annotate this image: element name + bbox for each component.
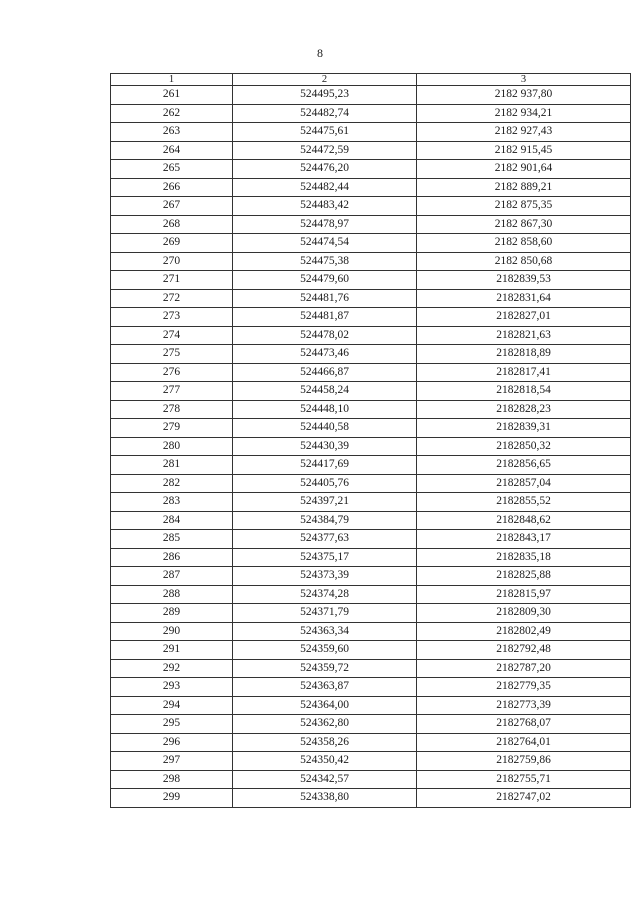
coordinate-x-cell: 524338,80 <box>233 789 417 808</box>
table-row <box>111 141 631 160</box>
coordinate-x-cell: 524430,39 <box>233 437 417 456</box>
coordinate-x-cell: 524359,60 <box>233 641 417 660</box>
coordinate-x-cell: 524375,17 <box>233 548 417 567</box>
header-row <box>111 74 631 86</box>
coordinate-y-cell: 2182764,01 <box>417 733 631 752</box>
point-number-cell: 296 <box>111 733 233 752</box>
point-number-cell: 285 <box>111 530 233 549</box>
point-number-cell: 268 <box>111 215 233 234</box>
coordinate-x-cell: 524479,60 <box>233 271 417 290</box>
table-row <box>111 493 631 512</box>
table-row <box>111 419 631 438</box>
coordinate-x-cell: 524350,42 <box>233 752 417 771</box>
coordinate-y-cell: 2182773,39 <box>417 696 631 715</box>
table-row <box>111 104 631 123</box>
coordinate-x-cell: 524371,79 <box>233 604 417 623</box>
table-row <box>111 733 631 752</box>
coordinate-y-cell: 2182 901,64 <box>417 160 631 179</box>
point-number-cell: 269 <box>111 234 233 253</box>
point-number-cell: 292 <box>111 659 233 678</box>
table-row <box>111 752 631 771</box>
coordinate-y-cell: 2182818,54 <box>417 382 631 401</box>
table-row <box>111 604 631 623</box>
table-row <box>111 622 631 641</box>
table-row <box>111 178 631 197</box>
coordinate-y-cell: 2182 915,45 <box>417 141 631 160</box>
table-row <box>111 474 631 493</box>
table-row <box>111 696 631 715</box>
point-number-cell: 289 <box>111 604 233 623</box>
point-number-cell: 290 <box>111 622 233 641</box>
coordinate-y-cell: 2182857,04 <box>417 474 631 493</box>
coordinate-x-cell: 524474,54 <box>233 234 417 253</box>
table-row <box>111 271 631 290</box>
point-number-cell: 282 <box>111 474 233 493</box>
coordinate-y-cell: 2182768,07 <box>417 715 631 734</box>
coordinate-x-cell: 524377,63 <box>233 530 417 549</box>
point-number-cell: 293 <box>111 678 233 697</box>
table-row <box>111 678 631 697</box>
point-number-cell: 298 <box>111 770 233 789</box>
coordinate-x-cell: 524475,38 <box>233 252 417 271</box>
coordinate-x-cell: 524481,87 <box>233 308 417 327</box>
point-number-cell: 294 <box>111 696 233 715</box>
point-number-cell: 267 <box>111 197 233 216</box>
point-number-cell: 281 <box>111 456 233 475</box>
coordinate-y-cell: 2182831,64 <box>417 289 631 308</box>
coordinate-x-cell: 524448,10 <box>233 400 417 419</box>
table-row <box>111 659 631 678</box>
coordinate-x-cell: 524473,46 <box>233 345 417 364</box>
point-number-cell: 261 <box>111 86 233 105</box>
coordinate-y-cell: 2182809,30 <box>417 604 631 623</box>
coordinate-x-cell: 524482,74 <box>233 104 417 123</box>
coordinate-x-cell: 524481,76 <box>233 289 417 308</box>
table-row <box>111 197 631 216</box>
point-number-cell: 270 <box>111 252 233 271</box>
point-number-cell: 265 <box>111 160 233 179</box>
coordinate-x-cell: 524478,97 <box>233 215 417 234</box>
table-row <box>111 789 631 808</box>
coordinate-x-cell: 524364,00 <box>233 696 417 715</box>
coordinate-x-cell: 524373,39 <box>233 567 417 586</box>
point-number-cell: 277 <box>111 382 233 401</box>
point-number-cell: 273 <box>111 308 233 327</box>
coordinate-x-cell: 524458,24 <box>233 382 417 401</box>
coordinate-x-cell: 524358,26 <box>233 733 417 752</box>
table-header <box>111 74 631 86</box>
table-row <box>111 641 631 660</box>
coordinate-x-cell: 524440,58 <box>233 419 417 438</box>
coordinate-y-cell: 2182792,48 <box>417 641 631 660</box>
coordinate-y-cell: 2182779,35 <box>417 678 631 697</box>
coordinate-y-cell: 2182818,89 <box>417 345 631 364</box>
coordinate-x-cell: 524475,61 <box>233 123 417 142</box>
coordinate-x-cell: 524478,02 <box>233 326 417 345</box>
coordinate-y-cell: 2182 867,30 <box>417 215 631 234</box>
coordinate-y-cell: 2182817,41 <box>417 363 631 382</box>
coordinate-y-cell: 2182 889,21 <box>417 178 631 197</box>
table-row <box>111 585 631 604</box>
coordinate-y-cell: 2182848,62 <box>417 511 631 530</box>
coordinate-x-cell: 524482,44 <box>233 178 417 197</box>
coordinate-x-cell: 524397,21 <box>233 493 417 512</box>
point-number-cell: 291 <box>111 641 233 660</box>
point-number-cell: 295 <box>111 715 233 734</box>
point-number-cell: 276 <box>111 363 233 382</box>
coordinate-y-cell: 2182827,01 <box>417 308 631 327</box>
point-number-cell: 299 <box>111 789 233 808</box>
point-number-cell: 297 <box>111 752 233 771</box>
table-row <box>111 234 631 253</box>
table-body <box>111 86 631 808</box>
point-number-cell: 271 <box>111 271 233 290</box>
point-number-cell: 280 <box>111 437 233 456</box>
coordinate-y-cell: 2182 934,21 <box>417 104 631 123</box>
coordinate-y-cell: 2182828,23 <box>417 400 631 419</box>
coordinate-y-cell: 2182747,02 <box>417 789 631 808</box>
coordinate-x-cell: 524466,87 <box>233 363 417 382</box>
point-number-cell: 262 <box>111 104 233 123</box>
table-row <box>111 326 631 345</box>
coordinate-y-cell: 2182825,88 <box>417 567 631 586</box>
coordinate-x-cell: 524363,87 <box>233 678 417 697</box>
table-row <box>111 160 631 179</box>
coordinate-x-cell: 524472,59 <box>233 141 417 160</box>
coordinate-y-cell: 2182 875,35 <box>417 197 631 216</box>
coordinate-y-cell: 2182850,32 <box>417 437 631 456</box>
coordinate-x-cell: 524405,76 <box>233 474 417 493</box>
coordinate-x-cell: 524362,80 <box>233 715 417 734</box>
coordinate-y-cell: 2182856,65 <box>417 456 631 475</box>
column-header-1: 1 <box>111 74 233 86</box>
coordinate-y-cell: 2182 927,43 <box>417 123 631 142</box>
point-number-cell: 283 <box>111 493 233 512</box>
coordinate-x-cell: 524374,28 <box>233 585 417 604</box>
coordinate-y-cell: 2182839,31 <box>417 419 631 438</box>
coordinate-y-cell: 2182755,71 <box>417 770 631 789</box>
table-row <box>111 456 631 475</box>
coordinate-y-cell: 2182 937,80 <box>417 86 631 105</box>
table-row <box>111 123 631 142</box>
point-number-cell: 275 <box>111 345 233 364</box>
coordinate-y-cell: 2182815,97 <box>417 585 631 604</box>
table-row <box>111 215 631 234</box>
point-number-cell: 272 <box>111 289 233 308</box>
table-row <box>111 382 631 401</box>
coordinate-y-cell: 2182 850,68 <box>417 252 631 271</box>
coordinate-y-cell: 2182787,20 <box>417 659 631 678</box>
table-row <box>111 715 631 734</box>
table-row <box>111 345 631 364</box>
table-row <box>111 511 631 530</box>
coordinate-x-cell: 524417,69 <box>233 456 417 475</box>
table-row <box>111 530 631 549</box>
coordinate-y-cell: 2182839,53 <box>417 271 631 290</box>
table-row <box>111 289 631 308</box>
coordinates-table <box>110 73 631 808</box>
coordinate-y-cell: 2182821,63 <box>417 326 631 345</box>
table-row <box>111 400 631 419</box>
point-number-cell: 266 <box>111 178 233 197</box>
coordinate-y-cell: 2182759,86 <box>417 752 631 771</box>
table-row <box>111 548 631 567</box>
point-number-cell: 263 <box>111 123 233 142</box>
coordinate-x-cell: 524495,23 <box>233 86 417 105</box>
page-number: 8 <box>317 46 323 60</box>
column-header-3: 3 <box>417 74 631 86</box>
coordinate-x-cell: 524483,42 <box>233 197 417 216</box>
point-number-cell: 284 <box>111 511 233 530</box>
point-number-cell: 287 <box>111 567 233 586</box>
coordinate-y-cell: 2182 858,60 <box>417 234 631 253</box>
coordinate-y-cell: 2182835,18 <box>417 548 631 567</box>
point-number-cell: 274 <box>111 326 233 345</box>
point-number-cell: 279 <box>111 419 233 438</box>
coordinate-x-cell: 524476,20 <box>233 160 417 179</box>
coordinate-y-cell: 2182843,17 <box>417 530 631 549</box>
table-row <box>111 252 631 271</box>
coordinate-x-cell: 524384,79 <box>233 511 417 530</box>
coordinate-x-cell: 524359,72 <box>233 659 417 678</box>
coordinate-x-cell: 524363,34 <box>233 622 417 641</box>
table-row <box>111 86 631 105</box>
column-header-2: 2 <box>233 74 417 86</box>
table-row <box>111 770 631 789</box>
table-row <box>111 363 631 382</box>
point-number-cell: 278 <box>111 400 233 419</box>
table-row <box>111 308 631 327</box>
coordinate-y-cell: 2182802,49 <box>417 622 631 641</box>
table-row <box>111 567 631 586</box>
point-number-cell: 288 <box>111 585 233 604</box>
coordinate-x-cell: 524342,57 <box>233 770 417 789</box>
coordinate-y-cell: 2182855,52 <box>417 493 631 512</box>
point-number-cell: 286 <box>111 548 233 567</box>
table-row <box>111 437 631 456</box>
point-number-cell: 264 <box>111 141 233 160</box>
